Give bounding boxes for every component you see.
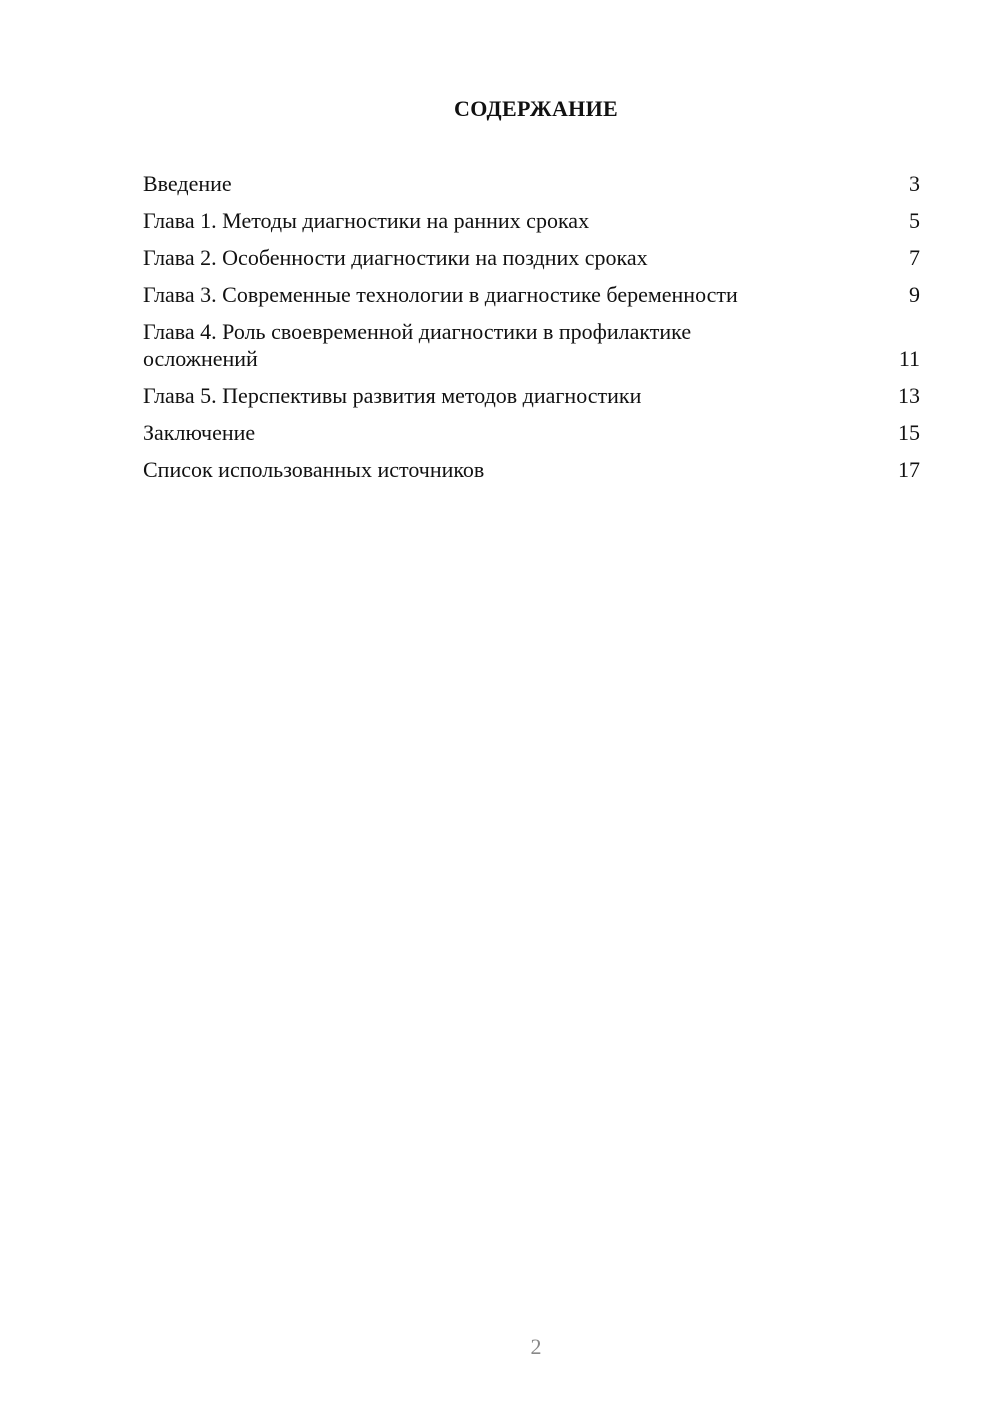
toc-entry-label: Глава 5. Перспективы развития методов диагностики <box>143 383 642 408</box>
toc-entry <box>143 318 920 372</box>
toc-entry <box>143 170 920 197</box>
toc-entry-page: 5 <box>909 208 920 233</box>
page-title: СОДЕРЖАНИЕ <box>454 96 618 121</box>
toc-entry <box>143 244 920 271</box>
toc-entry <box>143 207 920 234</box>
toc-entry <box>143 456 920 483</box>
toc-entry-page: 17 <box>898 457 920 482</box>
toc-entry-label: Список использованных источников <box>143 457 485 482</box>
toc-entry-page: 15 <box>898 420 920 445</box>
toc-entry-page: 7 <box>909 245 920 270</box>
toc-entry-label: Глава 3. Современные технологии в диагностике беременности <box>143 282 738 307</box>
toc-entry <box>143 382 920 409</box>
toc-entry <box>143 419 920 446</box>
toc-entry-label: Заключение <box>143 420 256 445</box>
toc-entry-label: Введение <box>143 171 232 196</box>
toc-entry-page: 11 <box>898 346 920 371</box>
table-of-contents <box>143 170 920 493</box>
toc-entry-label: Глава 2. Особенности диагностики на поздних сроках <box>143 245 648 270</box>
toc-entry-label: Глава 4. Роль своевременной диагностики в профилактике осложнений <box>143 319 692 371</box>
toc-entry-label: Глава 1. Методы диагностики на ранних сроках <box>143 208 590 233</box>
toc-entry-page: 13 <box>898 383 920 408</box>
toc-entry <box>143 281 920 308</box>
toc-entry-page: 9 <box>909 282 920 307</box>
page-number: 2 <box>530 1334 542 1359</box>
toc-entry-page: 3 <box>909 171 920 196</box>
